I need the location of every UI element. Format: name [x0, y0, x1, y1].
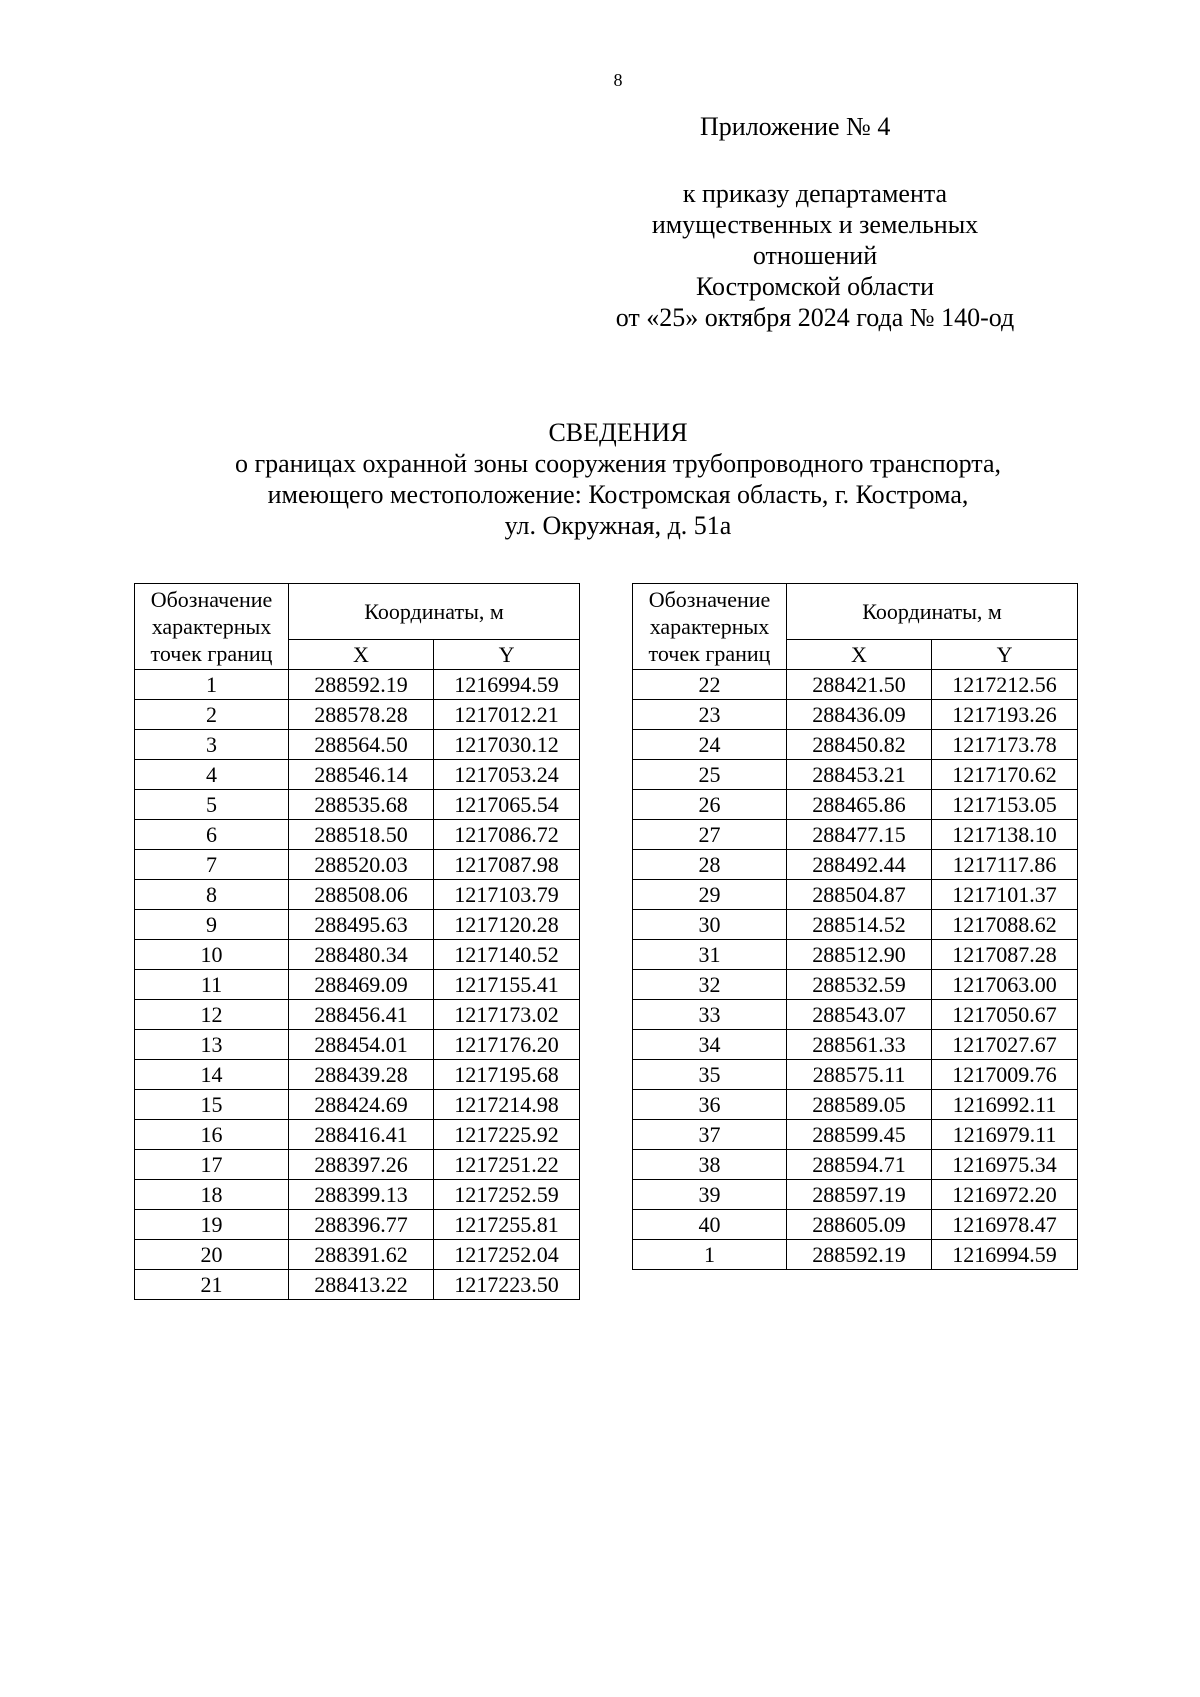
y-cell: 1217053.24 — [434, 760, 580, 790]
x-cell: 288504.87 — [787, 880, 932, 910]
table-row — [633, 910, 1078, 940]
x-cell: 288592.19 — [289, 670, 434, 700]
table-row — [135, 880, 580, 910]
x-cell: 288416.41 — [289, 1120, 434, 1150]
table-row — [633, 970, 1078, 1000]
y-cell: 1217030.12 — [434, 730, 580, 760]
table-row — [135, 790, 580, 820]
point-cell: 2 — [135, 700, 289, 730]
y-cell: 1217252.04 — [434, 1240, 580, 1270]
table-row — [135, 1030, 580, 1060]
x-cell: 288597.19 — [787, 1180, 932, 1210]
x-cell: 288599.45 — [787, 1120, 932, 1150]
y-cell: 1217087.28 — [932, 940, 1078, 970]
y-cell: 1217138.10 — [932, 820, 1078, 850]
y-cell: 1216994.59 — [932, 1240, 1078, 1270]
table-row — [633, 1120, 1078, 1150]
y-cell: 1217176.20 — [434, 1030, 580, 1060]
y-cell: 1217103.79 — [434, 880, 580, 910]
point-cell: 38 — [633, 1150, 787, 1180]
table-row — [135, 1000, 580, 1030]
x-cell: 288436.09 — [787, 700, 932, 730]
x-cell: 288397.26 — [289, 1150, 434, 1180]
x-cell: 288594.71 — [787, 1150, 932, 1180]
point-cell: 31 — [633, 940, 787, 970]
point-cell: 7 — [135, 850, 289, 880]
y-cell: 1217065.54 — [434, 790, 580, 820]
y-cell: 1217140.52 — [434, 940, 580, 970]
y-cell: 1217212.56 — [932, 670, 1078, 700]
y-cell: 1217225.92 — [434, 1120, 580, 1150]
point-cell: 27 — [633, 820, 787, 850]
table-row — [135, 820, 580, 850]
y-cell: 1217027.67 — [932, 1030, 1078, 1060]
point-cell: 28 — [633, 850, 787, 880]
order-ref-line: к приказу департамента — [682, 179, 948, 208]
y-cell: 1216975.34 — [932, 1150, 1078, 1180]
table-row — [135, 700, 580, 730]
point-cell: 36 — [633, 1090, 787, 1120]
x-cell: 288592.19 — [787, 1240, 932, 1270]
table-row — [633, 1150, 1078, 1180]
table-row — [135, 850, 580, 880]
point-cell: 18 — [135, 1180, 289, 1210]
point-cell: 24 — [633, 730, 787, 760]
x-cell: 288391.62 — [289, 1240, 434, 1270]
table-row — [633, 880, 1078, 910]
y-cell: 1217012.21 — [434, 700, 580, 730]
y-cell: 1217153.05 — [932, 790, 1078, 820]
point-cell: 16 — [135, 1120, 289, 1150]
x-cell: 288575.11 — [787, 1060, 932, 1090]
table-row — [135, 940, 580, 970]
table-row — [633, 670, 1078, 700]
y-cell: 1217214.98 — [434, 1090, 580, 1120]
coords-header: Координаты, м — [289, 584, 580, 640]
y-cell: 1217050.67 — [932, 1000, 1078, 1030]
table-row — [135, 1210, 580, 1240]
heading-line: о границах охранной зоны сооружения трубопроводного транспорта, — [234, 449, 1002, 478]
point-cell: 4 — [135, 760, 289, 790]
x-cell: 288465.86 — [787, 790, 932, 820]
table-row — [633, 820, 1078, 850]
point-cell: 40 — [633, 1210, 787, 1240]
point-cell: 19 — [135, 1210, 289, 1240]
point-cell: 11 — [135, 970, 289, 1000]
table-row — [633, 1240, 1078, 1270]
x-cell: 288535.68 — [289, 790, 434, 820]
heading-line: ул. Окружная, д. 51а — [504, 511, 732, 540]
x-cell: 288514.52 — [787, 910, 932, 940]
point-cell: 14 — [135, 1060, 289, 1090]
point-cell: 33 — [633, 1000, 787, 1030]
y-cell: 1217195.68 — [434, 1060, 580, 1090]
x-cell: 288578.28 — [289, 700, 434, 730]
coordinates-table-left — [134, 583, 580, 1300]
table-row — [135, 670, 580, 700]
y-cell: 1217101.37 — [932, 880, 1078, 910]
y-cell: 1217193.26 — [932, 700, 1078, 730]
x-cell: 288424.69 — [289, 1090, 434, 1120]
y-cell: 1217173.78 — [932, 730, 1078, 760]
y-cell: 1217086.72 — [434, 820, 580, 850]
x-cell: 288532.59 — [787, 970, 932, 1000]
x-cell: 288469.09 — [289, 970, 434, 1000]
x-cell: 288605.09 — [787, 1210, 932, 1240]
table-row — [135, 760, 580, 790]
appendix-title: Приложение № 4 — [700, 112, 891, 141]
table-row — [135, 1240, 580, 1270]
x-cell: 288477.15 — [787, 820, 932, 850]
point-cell: 21 — [135, 1270, 289, 1300]
heading-title: СВЕДЕНИЯ — [548, 418, 688, 447]
x-cell: 288546.14 — [289, 760, 434, 790]
point-cell: 35 — [633, 1060, 787, 1090]
y-cell: 1217255.81 — [434, 1210, 580, 1240]
y-cell: 1217252.59 — [434, 1180, 580, 1210]
order-ref-line: Костромской области — [695, 272, 935, 301]
y-cell: 1217087.98 — [434, 850, 580, 880]
point-cell: 8 — [135, 880, 289, 910]
point-cell: 1 — [135, 670, 289, 700]
y-cell: 1217155.41 — [434, 970, 580, 1000]
document-heading — [0, 417, 1200, 541]
x-cell: 288413.22 — [289, 1270, 434, 1300]
x-cell: 288450.82 — [787, 730, 932, 760]
point-cell: 12 — [135, 1000, 289, 1030]
table-row — [633, 790, 1078, 820]
table-row — [633, 1090, 1078, 1120]
table-row — [633, 1000, 1078, 1030]
point-cell: 30 — [633, 910, 787, 940]
order-ref-line: от «25» октября 2024 года № 140-од — [615, 303, 1015, 332]
point-cell: 20 — [135, 1240, 289, 1270]
x-cell: 288439.28 — [289, 1060, 434, 1090]
point-cell: 22 — [633, 670, 787, 700]
coords-header: Координаты, м — [787, 584, 1078, 640]
point-cell: 6 — [135, 820, 289, 850]
y-cell: 1217088.62 — [932, 910, 1078, 940]
page-number: 8 — [613, 70, 623, 90]
heading-line: имеющего местоположение: Костромская область, г. Кострома, — [267, 480, 969, 509]
y-cell: 1217117.86 — [932, 850, 1078, 880]
x-cell: 288589.05 — [787, 1090, 932, 1120]
point-cell: 39 — [633, 1180, 787, 1210]
x-cell: 288508.06 — [289, 880, 434, 910]
y-cell: 1217223.50 — [434, 1270, 580, 1300]
table-row — [633, 1060, 1078, 1090]
x-header: X — [787, 640, 932, 670]
x-cell: 288453.21 — [787, 760, 932, 790]
point-cell: 15 — [135, 1090, 289, 1120]
y-cell: 1216978.47 — [932, 1210, 1078, 1240]
point-cell: 32 — [633, 970, 787, 1000]
table-row — [633, 760, 1078, 790]
x-cell: 288480.34 — [289, 940, 434, 970]
point-cell: 37 — [633, 1120, 787, 1150]
y-header: Y — [434, 640, 580, 670]
y-cell: 1217173.02 — [434, 1000, 580, 1030]
table-row — [135, 1180, 580, 1210]
x-cell: 288561.33 — [787, 1030, 932, 1060]
point-header: Обозначение характерных точек границ — [633, 584, 787, 670]
order-ref-line: отношений — [752, 241, 878, 270]
table-row — [135, 1270, 580, 1300]
x-cell: 288396.77 — [289, 1210, 434, 1240]
table-row — [135, 970, 580, 1000]
point-header: Обозначение характерных точек границ — [135, 584, 289, 670]
y-header: Y — [932, 640, 1078, 670]
point-cell: 34 — [633, 1030, 787, 1060]
point-cell: 10 — [135, 940, 289, 970]
coordinates-table-right — [632, 583, 1078, 1270]
point-cell: 1 — [633, 1240, 787, 1270]
table-row — [135, 1120, 580, 1150]
point-cell: 9 — [135, 910, 289, 940]
point-cell: 29 — [633, 880, 787, 910]
order-ref-line: имущественных и земельных — [651, 210, 979, 239]
table-row — [633, 940, 1078, 970]
y-cell: 1216992.11 — [932, 1090, 1078, 1120]
order-reference — [600, 178, 1030, 333]
y-cell: 1216972.20 — [932, 1180, 1078, 1210]
table-row — [633, 1210, 1078, 1240]
y-cell: 1217120.28 — [434, 910, 580, 940]
table-row — [135, 730, 580, 760]
y-cell: 1217251.22 — [434, 1150, 580, 1180]
y-cell: 1216994.59 — [434, 670, 580, 700]
point-cell: 17 — [135, 1150, 289, 1180]
point-cell: 26 — [633, 790, 787, 820]
point-cell: 13 — [135, 1030, 289, 1060]
table-row — [135, 910, 580, 940]
x-cell: 288495.63 — [289, 910, 434, 940]
y-cell: 1217009.76 — [932, 1060, 1078, 1090]
table-row — [633, 700, 1078, 730]
x-cell: 288492.44 — [787, 850, 932, 880]
table-row — [633, 850, 1078, 880]
x-cell: 288520.03 — [289, 850, 434, 880]
x-cell: 288518.50 — [289, 820, 434, 850]
point-cell: 25 — [633, 760, 787, 790]
point-cell: 23 — [633, 700, 787, 730]
x-cell: 288421.50 — [787, 670, 932, 700]
x-cell: 288543.07 — [787, 1000, 932, 1030]
x-cell: 288454.01 — [289, 1030, 434, 1060]
point-cell: 5 — [135, 790, 289, 820]
table-row — [135, 1150, 580, 1180]
point-cell: 3 — [135, 730, 289, 760]
y-cell: 1216979.11 — [932, 1120, 1078, 1150]
x-cell: 288512.90 — [787, 940, 932, 970]
table-row — [633, 730, 1078, 760]
x-cell: 288456.41 — [289, 1000, 434, 1030]
x-header: X — [289, 640, 434, 670]
table-row — [135, 1090, 580, 1120]
table-row — [135, 1060, 580, 1090]
y-cell: 1217170.62 — [932, 760, 1078, 790]
table-row — [633, 1180, 1078, 1210]
table-row — [633, 1030, 1078, 1060]
y-cell: 1217063.00 — [932, 970, 1078, 1000]
x-cell: 288564.50 — [289, 730, 434, 760]
x-cell: 288399.13 — [289, 1180, 434, 1210]
